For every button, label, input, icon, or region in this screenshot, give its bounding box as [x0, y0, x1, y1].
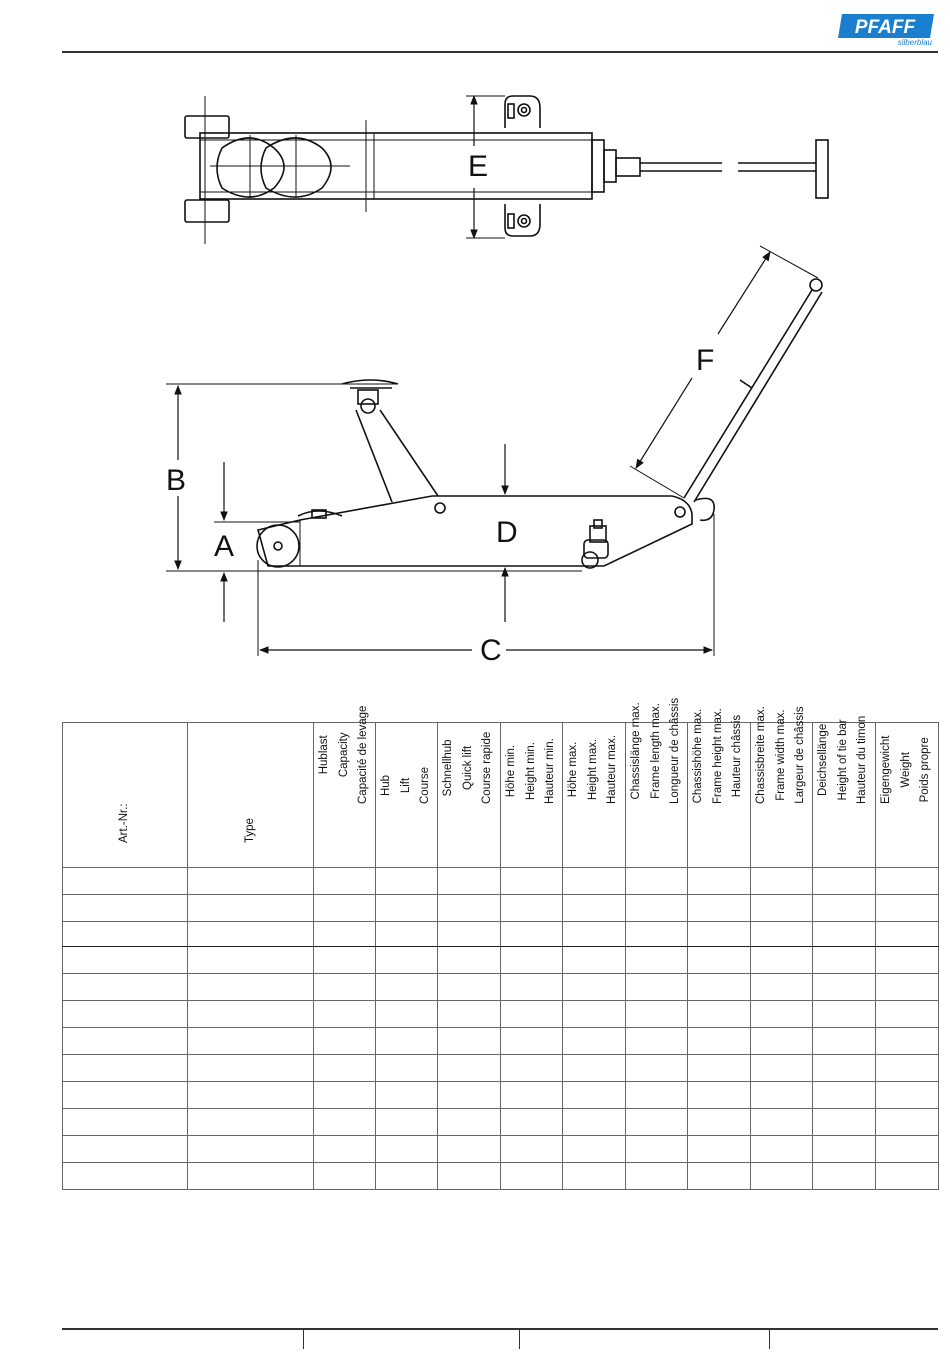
- table-cell: [751, 868, 813, 895]
- table-cell: [438, 947, 501, 974]
- header-cell-lift: [376, 723, 438, 868]
- dimension-label-d: D: [496, 516, 518, 549]
- header-cell-frame-length: [626, 697, 688, 868]
- table-cell: [751, 974, 813, 1001]
- table-cell: [314, 1136, 376, 1163]
- table-cell: [813, 922, 876, 947]
- table-cell: [876, 1163, 939, 1190]
- table-row: [63, 895, 939, 922]
- table-cell: [188, 1109, 314, 1136]
- header-cell-capacity: [314, 705, 376, 868]
- table-cell: [314, 1109, 376, 1136]
- header-cell-type: [188, 723, 314, 868]
- table-cell: [626, 895, 688, 922]
- table-cell: [876, 947, 939, 974]
- table-cell: [813, 1028, 876, 1055]
- pfaff-logo: [838, 12, 934, 46]
- table-cell: [501, 1028, 563, 1055]
- table-cell: [438, 922, 501, 947]
- table-row: [63, 1109, 939, 1136]
- table-cell: [63, 1028, 188, 1055]
- header-line: Eigengewicht: [880, 735, 892, 804]
- table-cell: [563, 895, 626, 922]
- table-cell: [813, 947, 876, 974]
- table-cell: [688, 922, 751, 947]
- table-cell: [688, 974, 751, 1001]
- table-cell: [626, 1001, 688, 1028]
- footer-rule: [62, 1328, 938, 1330]
- logo-subtext: silberblau: [897, 38, 932, 46]
- table-cell: [501, 922, 563, 947]
- table-cell: [626, 1082, 688, 1109]
- table-cell: [63, 868, 188, 895]
- table-cell: [63, 1055, 188, 1082]
- table-cell: [501, 1109, 563, 1136]
- table-cell: [438, 1109, 501, 1136]
- table-cell: [376, 947, 438, 974]
- table-cell: [501, 1136, 563, 1163]
- table-cell: [626, 947, 688, 974]
- header-line: Frame height max.: [711, 707, 724, 804]
- table-cell: [751, 1001, 813, 1028]
- table-cell: [876, 1109, 939, 1136]
- table-cell: [376, 1109, 438, 1136]
- table-cell: [813, 895, 876, 922]
- table-cell: [751, 895, 813, 922]
- table-cell: [751, 1082, 813, 1109]
- table-cell: [688, 1109, 751, 1136]
- table-cell: [438, 1001, 501, 1028]
- table-cell: [314, 895, 376, 922]
- table-cell: [314, 1163, 376, 1190]
- table-cell: [188, 1055, 314, 1082]
- header-cell-art-nr: [63, 723, 188, 868]
- table-row: [63, 1028, 939, 1055]
- header-line: Chassislänge max.: [629, 701, 642, 800]
- table-cell: [813, 974, 876, 1001]
- header-line: Hauteur max.: [606, 734, 618, 804]
- table-cell: [314, 974, 376, 1001]
- header-cell-weight: [876, 723, 939, 868]
- table-cell: [438, 1028, 501, 1055]
- header-line: Largeur de châssis: [793, 706, 806, 804]
- table-cell: [501, 1082, 563, 1109]
- table-cell: [688, 1055, 751, 1082]
- header-line: Hublast: [317, 734, 330, 774]
- table-cell: [438, 868, 501, 895]
- table-cell: [563, 1082, 626, 1109]
- side-view: [166, 246, 822, 656]
- table-cell: [626, 922, 688, 947]
- table-cell: [501, 1001, 563, 1028]
- header-line: Chassishöhe max.: [692, 708, 704, 803]
- table-cell: [563, 1163, 626, 1190]
- table-cell: [63, 974, 188, 1001]
- header-line: Deichsellänge: [817, 723, 829, 796]
- table-cell: [438, 1163, 501, 1190]
- table-cell: [813, 1109, 876, 1136]
- header-rule: [62, 51, 938, 53]
- table-row: [63, 1163, 939, 1190]
- table-cell: [314, 1001, 376, 1028]
- header-cell-frame-height: [688, 707, 751, 868]
- footer-divider: [769, 1329, 770, 1349]
- header-line: Quick lift: [461, 745, 474, 790]
- table-cell: [188, 1082, 314, 1109]
- table-cell: [688, 868, 751, 895]
- header-line: Hauteur châssis: [731, 714, 743, 797]
- table-body: [63, 868, 939, 1190]
- table-cell: [688, 947, 751, 974]
- header-line: Height of tie bar: [836, 718, 849, 800]
- header-line: Course rapide: [481, 731, 493, 804]
- table-cell: [688, 1136, 751, 1163]
- table-row: [63, 868, 939, 895]
- table-cell: [626, 974, 688, 1001]
- table-cell: [63, 1082, 188, 1109]
- table-row: [63, 922, 939, 947]
- footer-divider: [303, 1329, 304, 1349]
- table-cell: [438, 1136, 501, 1163]
- table-cell: [688, 895, 751, 922]
- table-cell: [314, 1028, 376, 1055]
- table-cell: [813, 1163, 876, 1190]
- table-cell: [563, 1109, 626, 1136]
- table-cell: [501, 947, 563, 974]
- header-line: Schnellhub: [442, 738, 454, 796]
- table-row: [63, 1001, 939, 1028]
- table-cell: [188, 1136, 314, 1163]
- header-line: Hub: [379, 774, 392, 796]
- table-cell: [813, 1136, 876, 1163]
- table-cell: [626, 1055, 688, 1082]
- table-cell: [438, 1082, 501, 1109]
- table-cell: [63, 1163, 188, 1190]
- table-cell: [376, 868, 438, 895]
- table-cell: [626, 1163, 688, 1190]
- table-cell: [63, 947, 188, 974]
- table-row: [63, 974, 939, 1001]
- table-cell: [376, 922, 438, 947]
- table-cell: [751, 1163, 813, 1190]
- header-line: Poids propre: [919, 736, 931, 802]
- table-cell: [813, 868, 876, 895]
- table-cell: [188, 922, 314, 947]
- header-line: Hauteur du timon: [856, 715, 868, 804]
- table-cell: [813, 1082, 876, 1109]
- table-cell: [876, 1082, 939, 1109]
- table-cell: [751, 922, 813, 947]
- table-cell: [501, 868, 563, 895]
- table-cell: [876, 974, 939, 1001]
- table-cell: [376, 1082, 438, 1109]
- header-line: Frame width max.: [774, 708, 786, 801]
- header-line: Hauteur min.: [543, 737, 556, 804]
- table-cell: [563, 1055, 626, 1082]
- header-line: Height min.: [524, 741, 536, 800]
- table-cell: [688, 1082, 751, 1109]
- table-cell: [188, 1163, 314, 1190]
- table-cell: [813, 1001, 876, 1028]
- table-cell: [876, 895, 939, 922]
- table-cell: [501, 1055, 563, 1082]
- header-line: Lift: [399, 777, 411, 793]
- table-row: [63, 1136, 939, 1163]
- table-cell: [688, 1163, 751, 1190]
- table-cell: [438, 974, 501, 1001]
- table-row: [63, 947, 939, 974]
- header-cell-frame-width: [751, 705, 813, 868]
- header-line: Longueur de châssis: [668, 697, 681, 804]
- table-cell: [876, 922, 939, 947]
- table-cell: [376, 895, 438, 922]
- table-cell: [188, 1028, 314, 1055]
- table-cell: [501, 1163, 563, 1190]
- header-line: Art.-Nr.:: [118, 802, 130, 843]
- header-row: [63, 723, 939, 868]
- table-cell: [626, 1109, 688, 1136]
- table-cell: [563, 1136, 626, 1163]
- table-cell: [376, 1136, 438, 1163]
- table-cell: [626, 1136, 688, 1163]
- table-cell: [376, 1163, 438, 1190]
- table-cell: [376, 974, 438, 1001]
- header-line: Weight: [899, 751, 912, 788]
- table-cell: [63, 922, 188, 947]
- table-cell: [751, 1055, 813, 1082]
- table-cell: [876, 1055, 939, 1082]
- header-cell-quick-lift: [438, 723, 501, 868]
- logo-text: PFAFF: [854, 17, 916, 38]
- table-cell: [876, 1136, 939, 1163]
- table-cell: [314, 947, 376, 974]
- table-cell: [314, 1082, 376, 1109]
- header-line: Type: [243, 817, 256, 843]
- header-cell-height-min: [501, 723, 563, 868]
- table-cell: [751, 1028, 813, 1055]
- table-cell: [751, 1136, 813, 1163]
- table-cell: [376, 1028, 438, 1055]
- table-cell: [188, 974, 314, 1001]
- table-cell: [688, 1028, 751, 1055]
- header-line: Frame length max.: [649, 702, 661, 799]
- table-cell: [563, 974, 626, 1001]
- table-cell: [563, 947, 626, 974]
- table-cell: [438, 1055, 501, 1082]
- dimension-label-a: A: [214, 530, 235, 563]
- table-cell: [876, 868, 939, 895]
- header-cell-height-max: [563, 723, 626, 868]
- table-cell: [626, 1028, 688, 1055]
- table-cell: [876, 1028, 939, 1055]
- table-cell: [563, 922, 626, 947]
- table-cell: [188, 895, 314, 922]
- table-cell: [314, 1055, 376, 1082]
- header-line: Capacité de levage: [356, 705, 369, 804]
- table-cell: [876, 1001, 939, 1028]
- table-cell: [438, 895, 501, 922]
- dimension-label-e: E: [468, 150, 489, 183]
- table-cell: [63, 895, 188, 922]
- dimension-label-c: C: [480, 634, 502, 667]
- top-view: [185, 96, 828, 244]
- table-row: [63, 1055, 939, 1082]
- table-cell: [63, 1109, 188, 1136]
- table-cell: [751, 947, 813, 974]
- table-cell: [501, 974, 563, 1001]
- table-cell: [376, 1055, 438, 1082]
- header-line: Höhe max.: [567, 741, 579, 797]
- header-line: Course: [418, 766, 431, 804]
- table-cell: [314, 868, 376, 895]
- table-cell: [501, 895, 563, 922]
- table-cell: [188, 947, 314, 974]
- table-cell: [563, 1028, 626, 1055]
- table-cell: [751, 1109, 813, 1136]
- table-cell: [188, 1001, 314, 1028]
- table-cell: [688, 1001, 751, 1028]
- dimension-label-f: F: [696, 344, 715, 377]
- table-cell: [63, 1001, 188, 1028]
- table-cell: [813, 1055, 876, 1082]
- jack-technical-drawing: [0, 60, 950, 700]
- table-cell: [188, 868, 314, 895]
- header-line: Height max.: [586, 738, 599, 800]
- table-cell: [563, 868, 626, 895]
- header-cell-tie-bar: [813, 715, 876, 868]
- header-line: Höhe min.: [504, 744, 517, 797]
- dimension-label-b: B: [166, 464, 187, 497]
- header-line: Capacity: [337, 731, 349, 777]
- table-cell: [314, 922, 376, 947]
- table-cell: [626, 868, 688, 895]
- table-cell: [63, 1136, 188, 1163]
- table-cell: [376, 1001, 438, 1028]
- header-line: Chassisbreite max.: [754, 705, 767, 804]
- specification-table: [62, 697, 939, 1190]
- table-row: [63, 1082, 939, 1109]
- footer-divider: [519, 1329, 520, 1349]
- table-cell: [563, 1001, 626, 1028]
